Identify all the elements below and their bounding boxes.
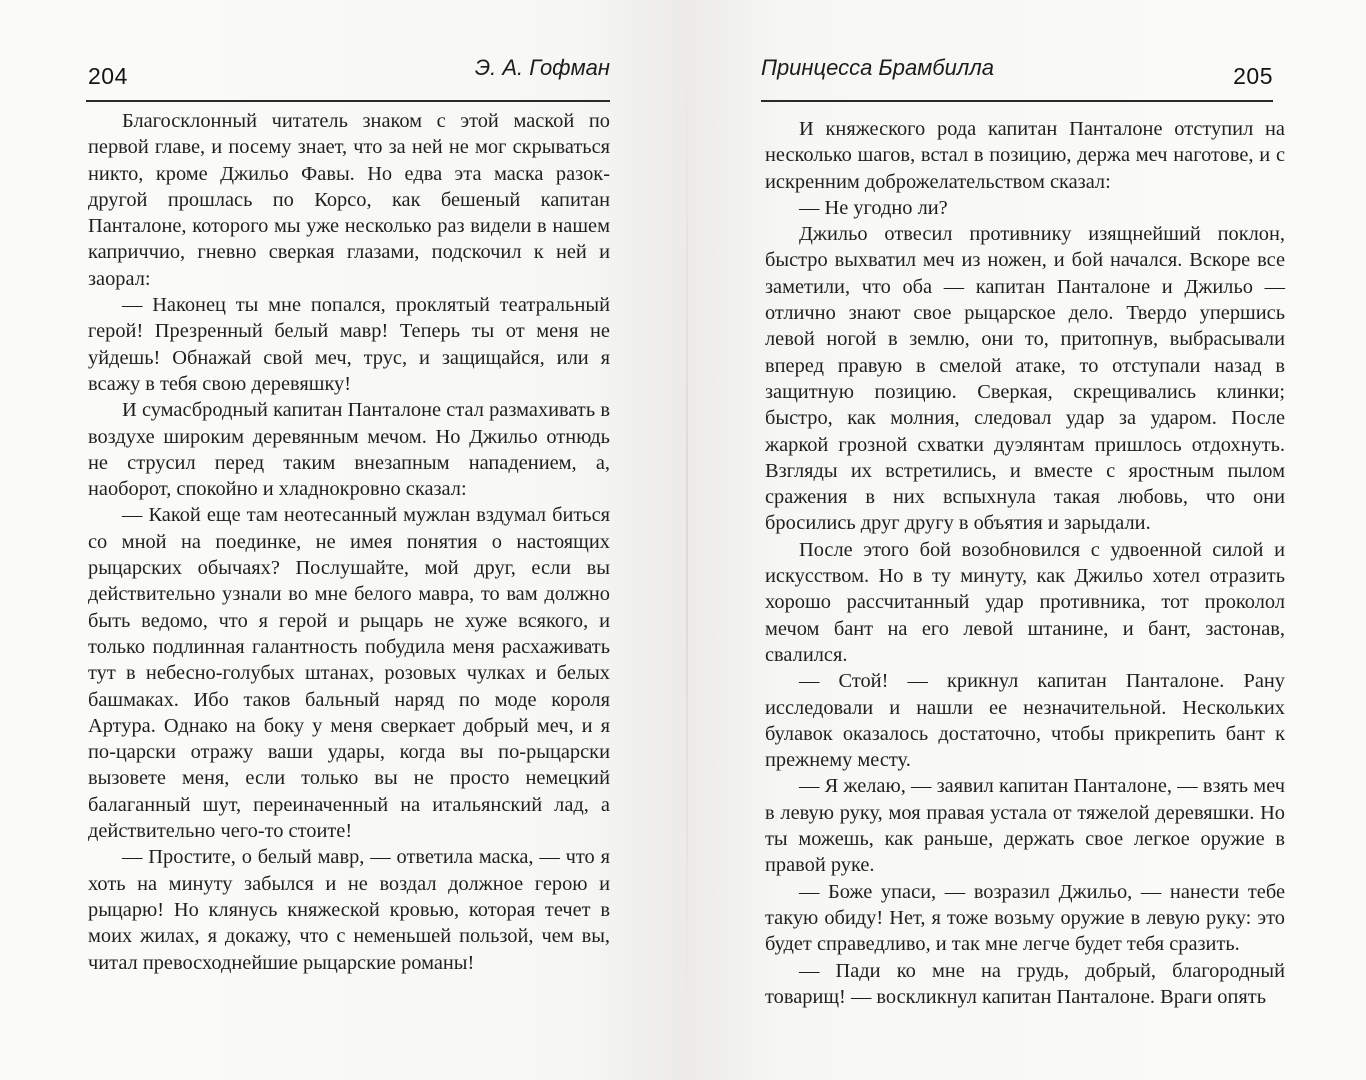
right-running-head-title: Принцесса Брамбилла bbox=[761, 55, 994, 80]
left-paragraph-4: — Какой еще там неотесанный мужлан вздумал биться со мной на поединке, не имея понятия о настоящих рыцарских обычаях? Послушайте, мой друг, если вы действительно узнали во мне белого мавра, то вам должно быть ведомо, что я герой и рыцарь не хуже всякого, и только подлинная галантность побудила меня расхаживать тут в небесно-голубых штанах, розовых чулках и белых башмаках. Ибо таков бальный наряд по моде короля Артура. Однако на боку у меня сверкает добрый меч, и я по-царски отражу ваши удары, когда вы по-рыцарски вызовете меня, если только вы не просто немецкий балаганный шут, переиначенный на итальянский лад, а действительно чего-то стоите! bbox=[88, 504, 610, 843]
left-paragraph-2: — Наконец ты мне попался, проклятый театральный герой! Презренный белый мавр! Теперь ты от меня не уйдешь! Обнажай свой меч, трус, и защищайся, или я всажу в тебя свою деревяшку! bbox=[88, 294, 610, 395]
left-running-head bbox=[86, 50, 610, 102]
left-running-head-title: Э. А. Гофман bbox=[474, 55, 610, 80]
right-paragraph-2: — Не угодно ли? bbox=[799, 196, 948, 219]
right-paragraph-5: — Стой! — крикнул капитан Панталоне. Рану исследовали и нашли ее незначительной. Нескольких булавок оказалось достаточно, чтобы прикрепить бант к прежнему месту. bbox=[765, 670, 1285, 772]
left-page-number: 204 bbox=[88, 63, 128, 89]
right-page-body bbox=[765, 116, 1285, 1010]
right-paragraph-6: — Я желаю, — заявил капитан Панталоне, — взять меч в левую руку, моя правая устала от тяжелой деревяшки. Но ты можешь, как раньше, держать свое легкое оружие в правой руке. bbox=[765, 775, 1285, 877]
left-page-body bbox=[88, 108, 610, 976]
right-page-number: 205 bbox=[1233, 63, 1273, 89]
right-paragraph-8: — Пади ко мне на грудь, добрый, благородный товарищ! — воскликнул капитан Панталоне. Враги опять bbox=[765, 959, 1285, 1008]
left-paragraph-5: — Простите, о белый мавр, — ответила маска, — что я хоть на минуту забылся и не воздал должное герою и рыцарю! Но клянусь княжеской кровью, которая течет в моих жилах, я докажу, что с неменьшей пользой, чем вы, читал превосходнейшие рыцарские романы! bbox=[88, 846, 610, 974]
right-paragraph-4: После этого бой возобновился с удвоенной силой и искусством. Но в ту минуту, как Джильо хотел отразить хорошо рассчитанный удар противника, тот проколол мечом бант на его левой штанине, и бант, застонав, свалился. bbox=[765, 538, 1285, 666]
left-paragraph-1: Благосклонный читатель знаком с этой маской по первой главе, и посему знает, что за ней не мог скрываться никто, кроме Джильо Фавы. Но едва эта маска разок-другой прошлась по Корсо, как бешеный капитан Панталоне, которого мы уже несколько раз видели в нашем каприччио, гневно сверкая глазами, подскочил к ней и заорал: bbox=[88, 110, 610, 290]
right-page bbox=[683, 0, 1366, 1080]
right-paragraph-3: Джильо отвесил противнику изящнейший поклон, быстро выхватил меч из ножен, и бой начался. Вскоре все заметили, что оба — капитан Панталоне и Джильо — отлично знают свое рыцарское дело. Твердо упершись левой ногой в землю, они то, притопнув, выбрасывали вперед правую в смелой атаке, то отступали назад в защитную позицию. Сверкая, скрещивались клинки; быстро, как молния, следовал удар за ударом. После жаркой грозной схватки дуэлянтам пришлось отдохнуть. Взгляды их встретились, и вместе с яростным пылом сражения в них вспыхнула такая любовь, что они бросились друг другу в объятия и зарыдали. bbox=[765, 223, 1285, 535]
right-paragraph-7: — Боже упаси, — возразил Джильо, — нанести тебе такую обиду! Нет, я тоже возьму оружие в левую руку: это будет справедливо, и так мне легче будет тебя сразить. bbox=[765, 880, 1285, 956]
right-running-head bbox=[761, 50, 1273, 102]
right-paragraph-1: И княжеского рода капитан Панталоне отступил на несколько шагов, встал в позицию, держа меч наготове, и с искренним доброжелательством сказал: bbox=[765, 118, 1285, 193]
left-paragraph-3: И сумасбродный капитан Панталоне стал размахивать в воздухе широким деревянным мечом. Но Джильо отнюдь не струсил перед таким внезапным нападением, а, наоборот, спокойно и хладнокровно сказал: bbox=[88, 399, 610, 501]
